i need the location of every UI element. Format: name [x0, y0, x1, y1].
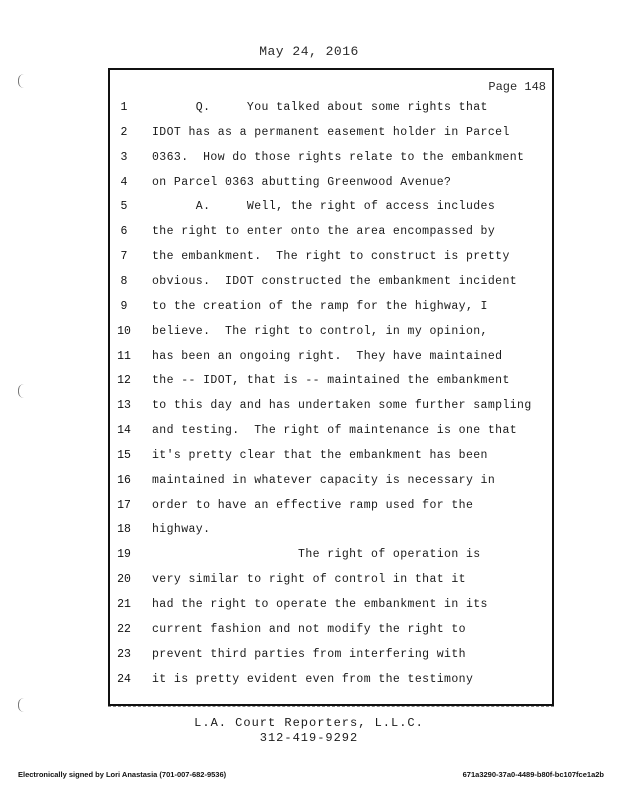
line-number: 9 — [120, 299, 128, 313]
transcript-line — [110, 399, 550, 424]
court-reporter-phone: 312-419-9292 — [259, 731, 359, 745]
transcript-line — [110, 176, 550, 201]
electronic-signature-note: Electronically signed by Lori Anastasia (701-007-682-9536) — [18, 770, 227, 779]
hole-punch-mark-icon — [18, 698, 25, 712]
line-number: 4 — [120, 175, 128, 189]
line-text: highway. — [152, 523, 211, 537]
transcript-line — [110, 225, 550, 250]
line-text: the embankment. The right to construct is pretty — [152, 250, 510, 264]
line-text: to the creation of the ramp for the highway, I — [152, 299, 488, 313]
line-number: 22 — [117, 622, 131, 636]
transcript-line — [110, 499, 550, 524]
line-number: 3 — [120, 150, 128, 164]
line-number: 6 — [120, 225, 128, 239]
transcript-line — [110, 424, 550, 449]
line-text: obvious. IDOT constructed the embankment incident — [152, 274, 518, 288]
transcript-line — [110, 300, 550, 325]
line-text: on Parcel 0363 abutting Greenwood Avenue? — [152, 175, 452, 189]
line-text: and testing. The right of maintenance is one that — [152, 424, 518, 438]
line-text: order to have an effective ramp used for the — [152, 498, 474, 512]
line-text: prevent third parties from interfering with — [152, 647, 466, 661]
line-text: has been an ongoing right. They have maintained — [152, 349, 503, 363]
line-number: 23 — [117, 647, 131, 661]
line-number: 10 — [117, 324, 131, 338]
transcript-line — [110, 101, 550, 126]
transcript-line — [110, 275, 550, 300]
transcript-line — [110, 648, 550, 673]
line-number: 18 — [117, 523, 131, 537]
transcript-line — [110, 673, 550, 698]
transcript-date: May 24, 2016 — [259, 44, 359, 59]
line-number: 14 — [117, 424, 131, 438]
line-text: A. Well, the right of access includes — [152, 200, 496, 214]
line-text: to this day and has undertaken some further sampling — [152, 399, 532, 413]
transcript-line — [110, 200, 550, 225]
line-number: 21 — [117, 598, 131, 611]
line-text: it is pretty evident even from the testimony — [152, 672, 474, 686]
line-text: current fashion and not modify the right to — [152, 622, 466, 636]
line-number: 15 — [117, 448, 131, 462]
line-number: 1 — [120, 101, 128, 114]
line-text: maintained in whatever capacity is necessary in — [152, 473, 496, 487]
line-text: had the right to operate the embankment in its — [152, 598, 488, 611]
line-number: 2 — [120, 125, 128, 139]
document-id: 671a3290-37a0-4489-b80f-bc107fce1a2b — [462, 770, 604, 779]
transcript-line — [110, 474, 550, 499]
line-number: 7 — [120, 250, 128, 264]
court-reporter-name: L.A. Court Reporters, L.L.C. — [194, 716, 424, 730]
line-text: Q. You talked about some rights that — [152, 101, 488, 114]
line-number: 16 — [117, 473, 131, 487]
transcript-line — [110, 325, 550, 350]
transcript-line — [110, 598, 550, 623]
transcript-line — [110, 523, 550, 548]
line-number: 17 — [117, 498, 131, 512]
line-number: 19 — [117, 548, 131, 562]
line-text: very similar to right of control in that it — [152, 573, 466, 587]
line-number: 8 — [120, 274, 128, 288]
transcript-line — [110, 126, 550, 151]
line-number: 13 — [117, 399, 131, 413]
hole-punch-mark-icon — [18, 74, 25, 88]
transcript-line — [110, 350, 550, 375]
frame-bottom-edge — [108, 706, 554, 711]
line-number: 24 — [117, 672, 131, 686]
line-number: 12 — [117, 374, 131, 388]
page-number: Page 148 — [488, 80, 546, 94]
line-text: the right to enter onto the area encompassed by — [152, 225, 496, 239]
transcript-line — [110, 151, 550, 176]
line-text: 0363. How do those rights relate to the embankment — [152, 150, 525, 164]
transcript-line — [110, 250, 550, 275]
line-text: it's pretty clear that the embankment has been — [152, 448, 488, 462]
line-number: 11 — [117, 349, 131, 363]
line-text: the -- IDOT, that is -- maintained the embankment — [152, 374, 510, 388]
line-text: believe. The right to control, in my opinion, — [152, 324, 488, 338]
line-number: 5 — [120, 200, 128, 214]
transcript-line — [110, 374, 550, 399]
line-text: IDOT has as a permanent easement holder in Parcel — [152, 125, 510, 139]
transcript-line — [110, 623, 550, 648]
transcript-line — [110, 548, 550, 573]
line-number: 20 — [117, 573, 131, 587]
line-text: The right of operation is — [152, 548, 481, 562]
transcript-line — [110, 573, 550, 598]
transcript-line — [110, 449, 550, 474]
hole-punch-mark-icon — [18, 384, 25, 398]
